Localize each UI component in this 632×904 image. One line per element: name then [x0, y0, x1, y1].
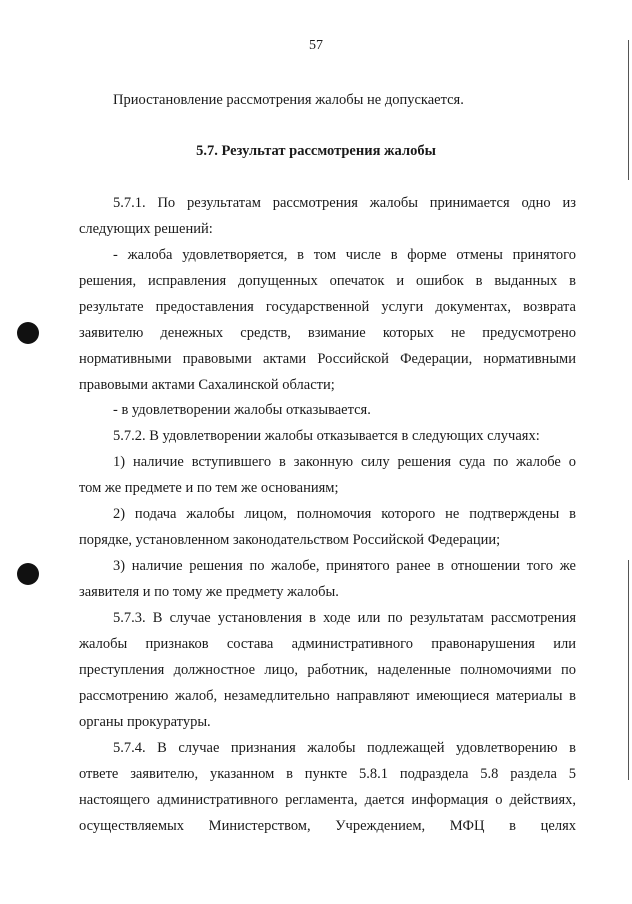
text-line: органы прокуратуры. [79, 714, 211, 730]
scan-edge-mark [628, 560, 629, 780]
section-heading: 5.7. Результат рассмотрения жалобы [196, 143, 436, 159]
text-line: преступления должностное лицо, работник, наделенные полномочиями по [79, 662, 576, 678]
text-line: 5.7.1. По результатам рассмотрения жалобы принимается одно из [113, 195, 576, 211]
text-line: результате предоставления государственной услуги документах, возврата [79, 299, 576, 315]
text-line: 5.7.4. В случае признания жалобы подлежащей удовлетворению в [113, 740, 576, 756]
text-line: решения, исправления допущенных опечаток и ошибок в выданных в [79, 273, 576, 289]
text-line: жалобы признаков состава административного правонарушения или [79, 636, 576, 652]
text-line: правовыми актами Сахалинской области; [79, 377, 335, 393]
text-line: нормативными правовыми актами Российской Федерации, нормативными [79, 351, 576, 367]
text-line: настоящего административного регламента, дается информация о действиях, [79, 792, 576, 808]
text-line: рассмотрению жалоб, незамедлительно направляют имеющиеся материалы в [79, 688, 576, 704]
text-line: заявителя и по тому же предмету жалобы. [79, 584, 339, 600]
text-line: - жалоба удовлетворяется, в том числе в форме отмены принятого [113, 247, 576, 263]
text-line: 1) наличие вступившего в законную силу решения суда по жалобе о [113, 454, 576, 470]
intro-paragraph: Приостановление рассмотрения жалобы не допускается. [113, 92, 464, 108]
text-line: заявителю денежных средств, взимание которых не предусмотрено [79, 325, 576, 341]
punch-hole [17, 322, 39, 344]
text-line: 5.7.2. В удовлетворении жалобы отказывается в следующих случаях: [113, 428, 540, 444]
text-line: том же предмете и по тем же основаниям; [79, 480, 339, 496]
text-line: порядке, установленном законодательством Российской Федерации; [79, 532, 501, 548]
text-line: ответе заявителю, указанном в пункте 5.8.1 подраздела 5.8 раздела 5 [79, 766, 576, 782]
text-line: осуществляемых Министерством, Учреждением, МФЦ в целях [79, 818, 576, 834]
text-line: следующих решений: [79, 221, 213, 237]
text-line: - в удовлетворении жалобы отказывается. [113, 402, 371, 418]
page-number: 57 [309, 38, 323, 53]
punch-hole [17, 563, 39, 585]
text-line: 2) подача жалобы лицом, полномочия которого не подтверждены в [113, 506, 576, 522]
text-line: 3) наличие решения по жалобе, принятого ранее в отношении того же [113, 558, 576, 574]
text-line: 5.7.3. В случае установления в ходе или по результатам рассмотрения [113, 610, 576, 626]
